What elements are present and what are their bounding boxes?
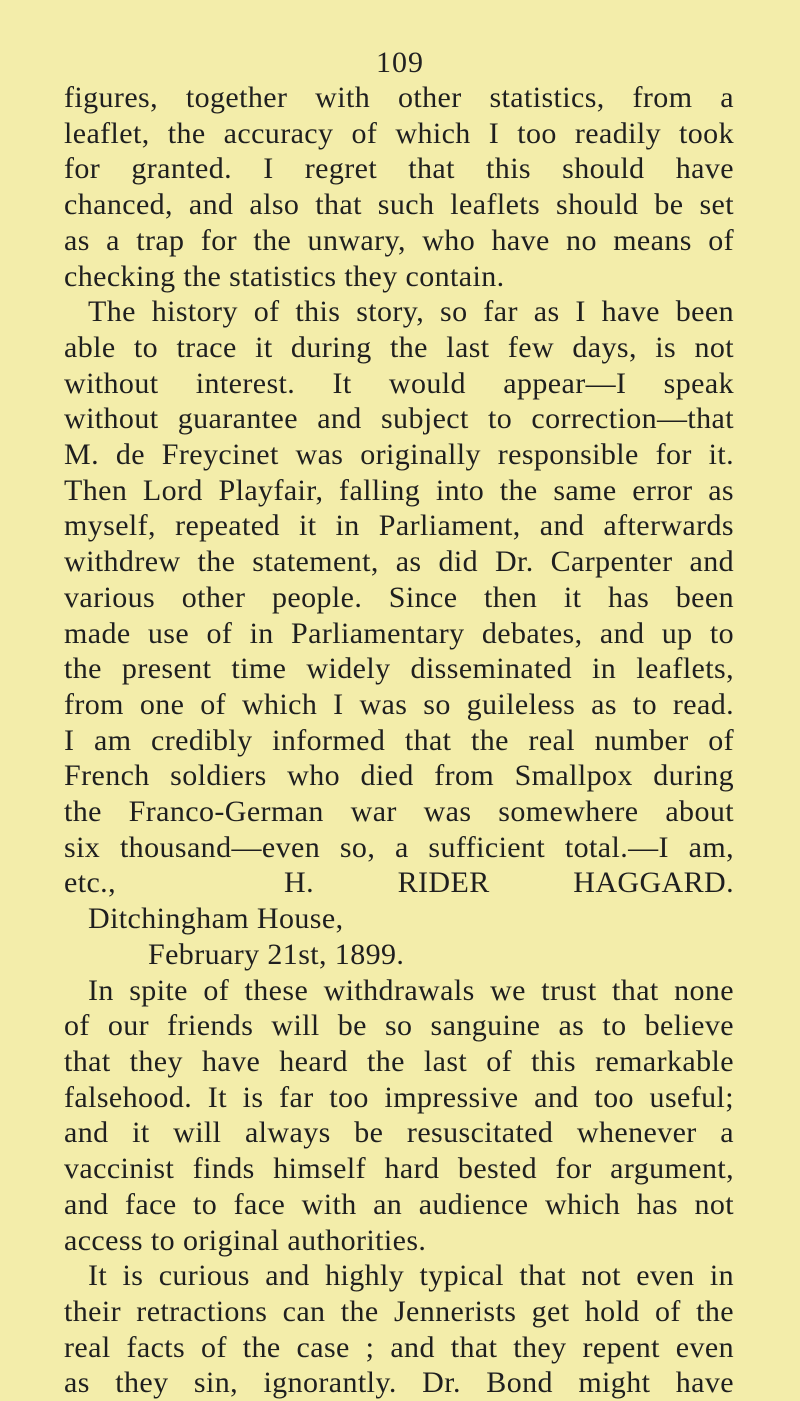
text-line: myself, repeated it in Parliament, and afterwards [64, 509, 734, 543]
text-line: without guarantee and subject to correction—that [64, 402, 734, 436]
text-line: as a trap for the unwary, who have no means of [64, 223, 734, 257]
text-line: without interest. It would appear—I speak [64, 366, 734, 400]
text-line: for granted. I regret that this should have [64, 152, 734, 186]
text-line: that they have heard the last of this remarkable [64, 1044, 734, 1078]
text-line: checking the statistics they contain. [64, 259, 505, 293]
signature-name: H. RIDER HAGGARD. [284, 866, 734, 900]
text-line: and it will always be resuscitated whenever a [64, 1116, 734, 1150]
text-line: vaccinist finds himself hard bested for argument, [64, 1152, 734, 1186]
text-line: I am credibly informed that the real number of [64, 723, 734, 757]
signature-line [64, 865, 734, 901]
text-line: access to original authorities. [64, 1223, 427, 1257]
date-line: February 21st, 1899. [148, 937, 405, 971]
text-line: leaflet, the accuracy of which I too readily took [64, 116, 734, 150]
text-line: falsehood. It is far too impressive and too useful; [64, 1080, 734, 1114]
text-line: French soldiers who died from Smallpox during [64, 759, 734, 793]
text-line: In spite of these withdrawals we trust that none [88, 973, 734, 1007]
text-line: the present time widely disseminated in leaflets, [64, 652, 734, 686]
text-line: It is curious and highly typical that not even in [88, 1259, 734, 1293]
page-number: 109 [376, 46, 424, 79]
text-line: withdrew the statement, as did Dr. Carpenter and [64, 545, 734, 579]
text-line: The history of this story, so far as I have been [88, 295, 734, 329]
text-line: the Franco-German war was somewhere about [64, 795, 734, 829]
text-line: chanced, and also that such leaflets should be set [64, 188, 734, 222]
text-line: of our friends will be so sanguine as to believe [64, 1009, 734, 1043]
text-line: real facts of the case ; and that they repent even [64, 1330, 734, 1364]
text-line: various other people. Since then it has been [64, 580, 734, 614]
text-line: from one of which I was so guileless as to read. [64, 687, 734, 721]
text-line: six thousand—even so, a sufficient total.—I am, [64, 830, 734, 864]
text-line: M. de Freycinet was originally responsible for it. [64, 438, 734, 472]
text-line: and face to face with an audience which has not [64, 1187, 734, 1221]
text-line: as they sin, ignorantly. Dr. Bond might have [64, 1366, 734, 1400]
text-line: figures, together with other statistics, from a [64, 81, 734, 114]
text-line: made use of in Parliamentary debates, and up to [64, 616, 734, 650]
text-line: able to trace it during the last few days, is not [64, 330, 734, 364]
address-line: Ditchingham House, [88, 902, 344, 936]
text-line: Then Lord Playfair, falling into the same error as [64, 473, 734, 507]
text-line: their retractions can the Jennerists get hold of the [64, 1294, 734, 1328]
signature-etc: etc., [64, 866, 116, 900]
body-text [64, 80, 734, 1401]
